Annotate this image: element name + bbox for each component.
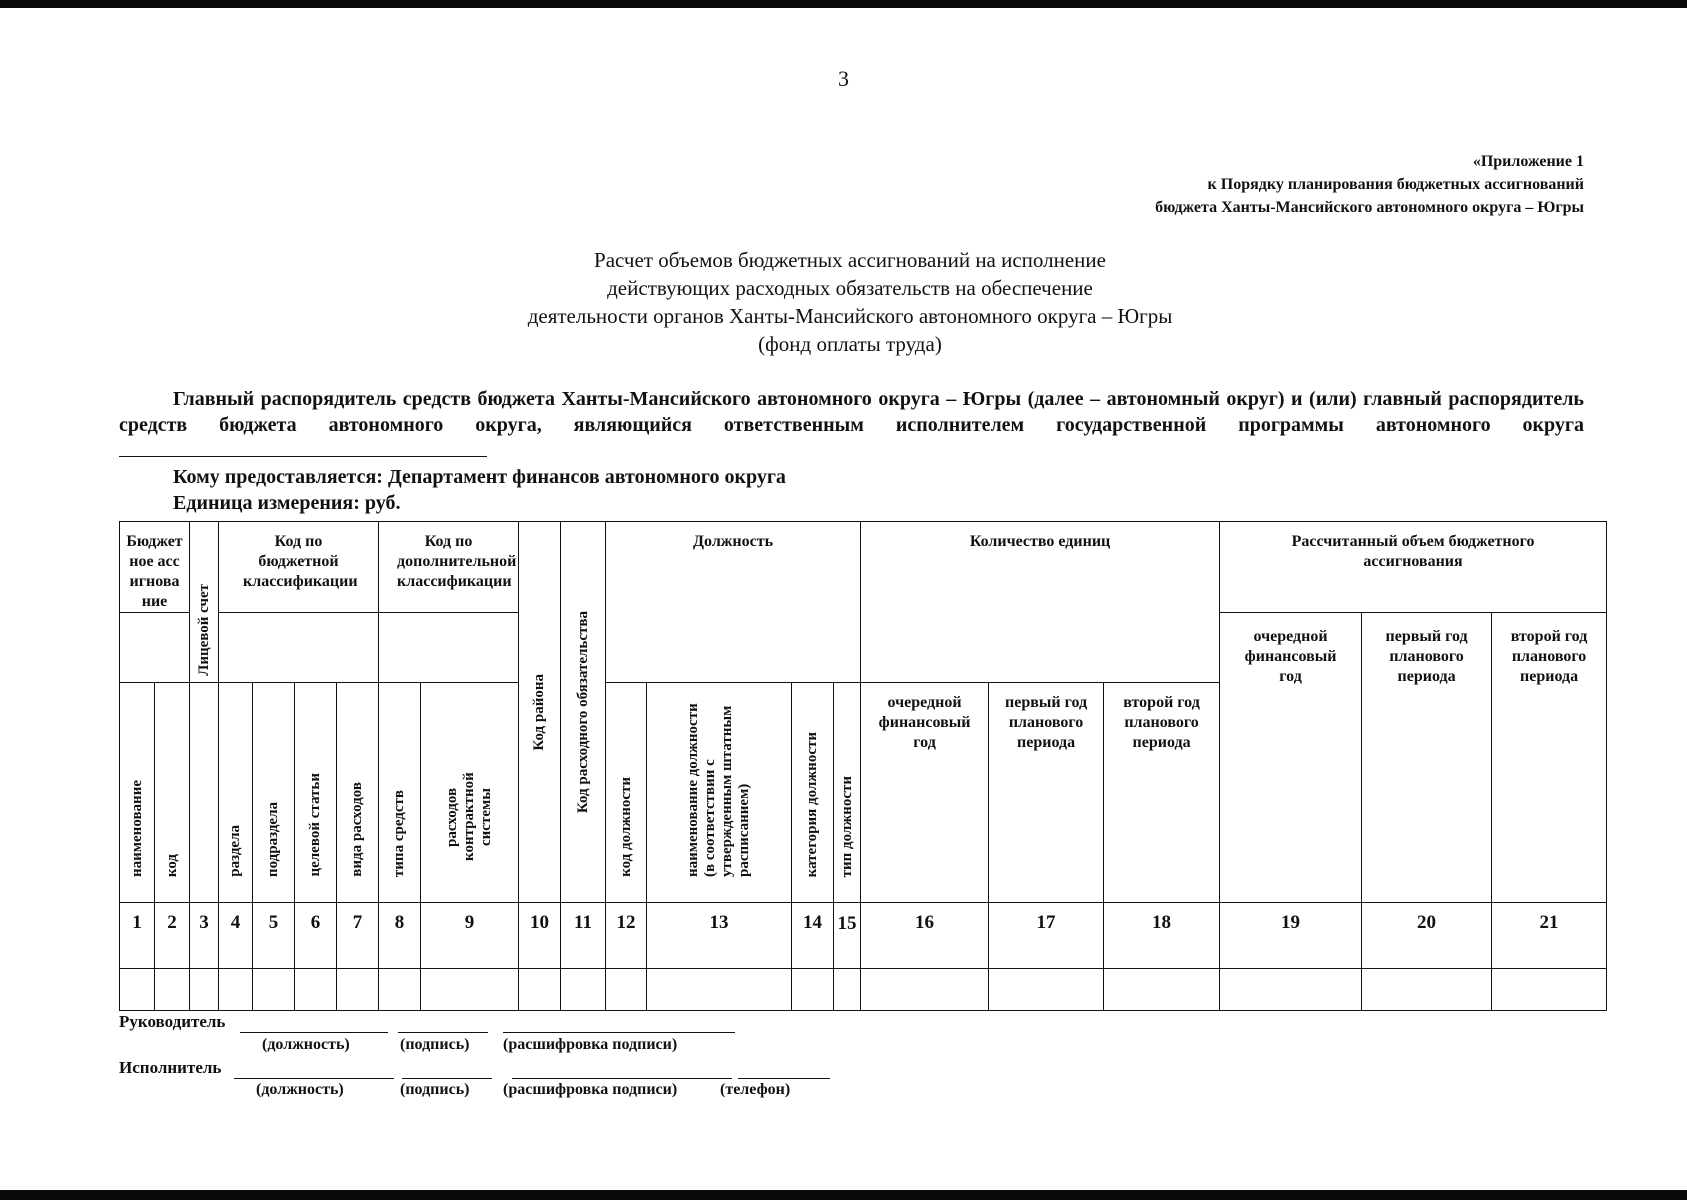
executor-decoding-line (512, 1078, 732, 1079)
col-funds-type: типа средств (379, 683, 421, 903)
intro-text: Главный распорядитель средств бюджета Ханты-Мансийского автономного округа – Югры (далее – автономный округ) и (или) главный распорядитель средств бюджета автономного округа, являющийся ответственным исполнителем государственной программы автономного округа (119, 388, 1584, 436)
col-position-type: тип должности (834, 683, 861, 903)
col-number: 21 (1492, 903, 1607, 969)
head-decoding-caption: (расшифровка подписи) (503, 1036, 678, 1053)
col-number: 14 (792, 903, 834, 969)
group-budget-assignment: Бюджетное ассигнование (120, 522, 190, 613)
col-number: 11 (561, 903, 606, 969)
head-signature-line (398, 1032, 488, 1033)
col-vol-current: очередной финансовый год (1220, 613, 1362, 903)
col-district-code: Код района (519, 522, 561, 903)
title-line-2: действующих расходных обязательств на обеспечение (607, 276, 1093, 300)
title-line-3: деятельности органов Ханты-Мансийского автономного округа – Югры (527, 304, 1173, 328)
executor-label: Исполнитель (119, 1058, 222, 1077)
col-number: 10 (519, 903, 561, 969)
group-budget-assignment-cont (120, 613, 190, 683)
title-line-1: Расчет объемов бюджетных ассигнований на исполнение (594, 248, 1106, 272)
appendix-line-3: бюджета Ханты-Мансийского автономного округа – Югры (1155, 199, 1584, 216)
col-section: раздела (219, 683, 253, 903)
col-number: 18 (1104, 903, 1220, 969)
col-number: 1 (120, 903, 155, 969)
intro-paragraph (119, 386, 1584, 464)
title-line-4: (фонд оплаты труда) (758, 332, 942, 356)
executor-decoding-caption: (расшифровка подписи) (503, 1081, 678, 1098)
executor-phone-caption: (телефон) (720, 1081, 791, 1098)
head-label: Руководитель (119, 1012, 226, 1031)
head-signature-caption: (подпись) (400, 1036, 470, 1053)
recipient-line: Кому предоставляется: Департамент финансов автономного округа (173, 466, 786, 488)
head-position-line (240, 1032, 388, 1033)
col-account: Лицевой счет (190, 522, 219, 683)
head-decoding-line (503, 1032, 735, 1033)
col-expense-type: вида расходов (337, 683, 379, 903)
executor-signature-line (402, 1078, 492, 1079)
appendix-line-2: к Порядку планирования бюджетных ассигнований (1207, 176, 1584, 193)
executor-position-caption: (должность) (256, 1081, 344, 1098)
unit-line: Единица измерения: руб. (173, 492, 401, 514)
executor-position-line (234, 1078, 394, 1079)
scan-edge-bottom (0, 1190, 1687, 1200)
col-number: 8 (379, 903, 421, 969)
col-position-code: код должности (606, 683, 647, 903)
group-calculated-volume: Рассчитанный объем бюджетного ассигнования (1220, 522, 1607, 613)
group-budget-classification-cont (219, 613, 379, 683)
col-target-item: целевой статьи (295, 683, 337, 903)
col-number: 19 (1220, 903, 1362, 969)
page-number: 3 (838, 66, 849, 91)
col-obligation-code: Код расходного обязательства (561, 522, 606, 903)
group-units-count: Количество единиц (861, 522, 1220, 683)
executor-phone-line (738, 1078, 830, 1079)
col-number: 7 (337, 903, 379, 969)
col-units-second: второй год планового периода (1104, 683, 1220, 903)
col-position-name: наименование должности (в соответствии с утвержденным штатным расписанием) (647, 683, 792, 903)
col-name: наименование (120, 683, 155, 903)
col-number: 6 (295, 903, 337, 969)
col-number: 5 (253, 903, 295, 969)
group-budget-classification: Код по бюджетной классификации (219, 522, 379, 613)
col-number: 9 (421, 903, 519, 969)
col-number: 17 (989, 903, 1104, 969)
distributor-blank-line (119, 438, 487, 457)
col-category: категория должности (792, 683, 834, 903)
col-number: 13 (647, 903, 792, 969)
calculation-table (119, 521, 1607, 1011)
group-additional-classification-cont (379, 613, 519, 683)
col-account-cont (190, 683, 219, 903)
group-position: Должность (606, 522, 861, 683)
executor-signature-caption: (подпись) (400, 1081, 470, 1098)
col-number: 15 (834, 903, 861, 969)
col-number: 16 (861, 903, 989, 969)
document-title (300, 246, 1400, 358)
col-vol-first: первый год планового периода (1362, 613, 1492, 903)
col-number: 3 (190, 903, 219, 969)
col-units-current: очередной финансовый год (861, 683, 989, 903)
col-number: 20 (1362, 903, 1492, 969)
col-number: 12 (606, 903, 647, 969)
col-units-first: первый год планового периода (989, 683, 1104, 903)
col-number: 2 (155, 903, 190, 969)
group-additional-classification: Код по дополнительной классификации (379, 522, 519, 613)
col-vol-second: второй год планового периода (1492, 613, 1607, 903)
col-subsection: подраздела (253, 683, 295, 903)
table-empty-row (120, 969, 1607, 1011)
col-contract-expenses: расходов контрактной системы (421, 683, 519, 903)
head-position-caption: (должность) (262, 1036, 350, 1053)
scan-edge-top (0, 0, 1687, 8)
appendix-header (1155, 150, 1584, 219)
col-code: код (155, 683, 190, 903)
appendix-line-1: «Приложение 1 (1472, 153, 1584, 170)
col-number: 4 (219, 903, 253, 969)
